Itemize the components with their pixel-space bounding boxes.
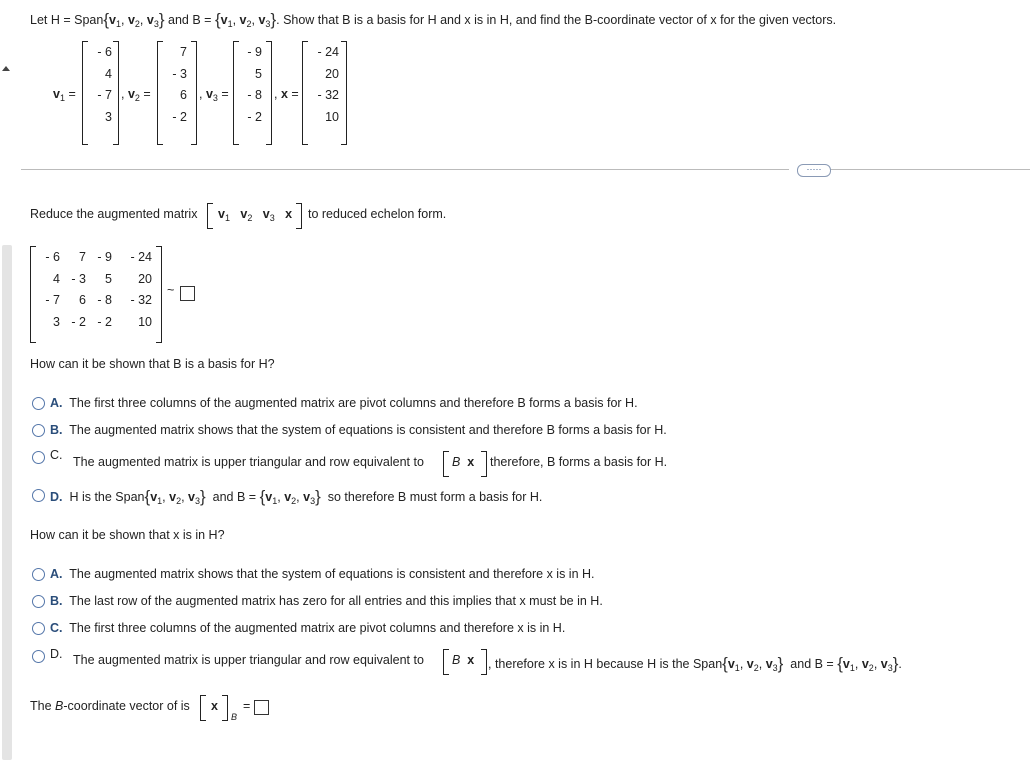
q2-option-c[interactable]: C. The first three columns of the augmented matrix are pivot columns and therefore x is in H. <box>50 621 566 635</box>
q1-option-b[interactable]: B. The augmented matrix shows that the system of equations is consistent and therefore B forms a basis for H. <box>50 423 667 437</box>
q1c-matrix: B x <box>452 455 475 469</box>
v2-right-bracket <box>191 41 197 145</box>
section-divider <box>21 169 789 170</box>
more-button[interactable]: ····· <box>797 164 831 177</box>
reduce-instruction: Reduce the augmented matrix <box>30 207 198 221</box>
q1c-right-bracket <box>481 451 487 477</box>
rref-answer-box[interactable] <box>180 286 195 301</box>
reduce-suffix: to reduced echelon form. <box>308 207 447 221</box>
v2-left-bracket <box>157 41 163 145</box>
q1-option-c-letter[interactable]: C. <box>50 448 63 462</box>
q1-option-d[interactable]: D. H is the $Span\{v_1$, $v_2$, $v_3$} and $B = \{v_1$, $v_2$, $v_3$} so therefore B must form a basis for H. <box>50 487 543 506</box>
q2-option-d-letter[interactable]: D. <box>50 647 63 661</box>
q1-question: How can it be shown that B is a basis for H? <box>30 357 275 371</box>
q2-option-b[interactable]: B. The last row of the augmented matrix has zero for all entries and this implies that x must be in H. <box>50 594 603 608</box>
v1-right-bracket <box>113 41 119 145</box>
q1-option-a[interactable]: A. The first three columns of the augmented matrix are pivot columns and therefore B forms a basis for H. <box>50 396 638 410</box>
v1-left-bracket <box>82 41 88 145</box>
x-right-bracket <box>341 41 347 145</box>
v3-left-bracket <box>233 41 239 145</box>
scrollbar-thumb[interactable] <box>2 245 12 760</box>
q1-option-a-radio[interactable] <box>32 397 45 410</box>
aug-right-bracket <box>156 246 162 343</box>
reduce-left-bracket <box>207 203 213 229</box>
q1-option-c-radio[interactable] <box>32 451 45 464</box>
v3-right-bracket <box>266 41 272 145</box>
q1c-left-bracket <box>443 451 449 477</box>
q2-option-c-radio[interactable] <box>32 622 45 635</box>
v2-label: , $v_2$ = <box>121 87 151 103</box>
q1-option-b-radio[interactable] <box>32 424 45 437</box>
coord-equals: = <box>243 699 251 713</box>
coord-subscript: B <box>231 712 238 722</box>
q1-option-c-suffix[interactable]: therefore, B forms a basis for H. <box>490 455 668 469</box>
q2-option-d-radio[interactable] <box>32 650 45 663</box>
q2-option-a[interactable]: A. The augmented matrix shows that the system of equations is consistent and therefore x is in H. <box>50 567 595 581</box>
q2d-matrix: B x <box>452 653 475 667</box>
coord-right-bracket <box>222 695 228 721</box>
coord-answer-box[interactable] <box>254 700 269 715</box>
x-left-bracket <box>302 41 308 145</box>
section-divider-right <box>830 169 1030 170</box>
q2-question: How can it be shown that x is in H? <box>30 528 225 542</box>
q2d-left-bracket <box>443 649 449 675</box>
v3-label: , $v_3$ = <box>199 87 229 103</box>
coord-x: x <box>211 699 218 713</box>
v1-label: $v_1$ = <box>53 87 76 103</box>
q2d-right-bracket <box>481 649 487 675</box>
problem-statement: Let $H = Span\{v_1$, $v_2$, $v_3$} and $B = \{v_1$, $v_2$, $v_3$}. Show that B is a basis for H and x is in H, and find the B-coordinate vector of x for the given vectors. <box>30 10 837 29</box>
reduce-right-bracket <box>296 203 302 229</box>
q1-option-d-radio[interactable] <box>32 489 45 502</box>
q1-option-c-text[interactable]: The augmented matrix is upper triangular and row equivalent to <box>73 455 424 469</box>
scroll-up-arrow-icon[interactable] <box>2 66 10 71</box>
q2-option-a-radio[interactable] <box>32 568 45 581</box>
coord-prefix: The B-coordinate vector of is <box>30 699 190 713</box>
q2-option-d-text[interactable]: The augmented matrix is upper triangular and row equivalent to <box>73 653 424 667</box>
x-label: , x = <box>274 87 299 101</box>
q2-option-b-radio[interactable] <box>32 595 45 608</box>
q2-option-d-suffix[interactable]: , therefore x is in H because H is the $Span\{v_1$, $v_2$, $v_3$} and $B = \{v_1$, $v_2$, $v_3$}. <box>488 654 902 673</box>
row-equivalence-tilde: ~ <box>167 283 175 297</box>
coord-left-bracket <box>200 695 206 721</box>
reduce-matrix-columns: $v_1$ $v_2$ $v_3$ x <box>218 207 293 223</box>
